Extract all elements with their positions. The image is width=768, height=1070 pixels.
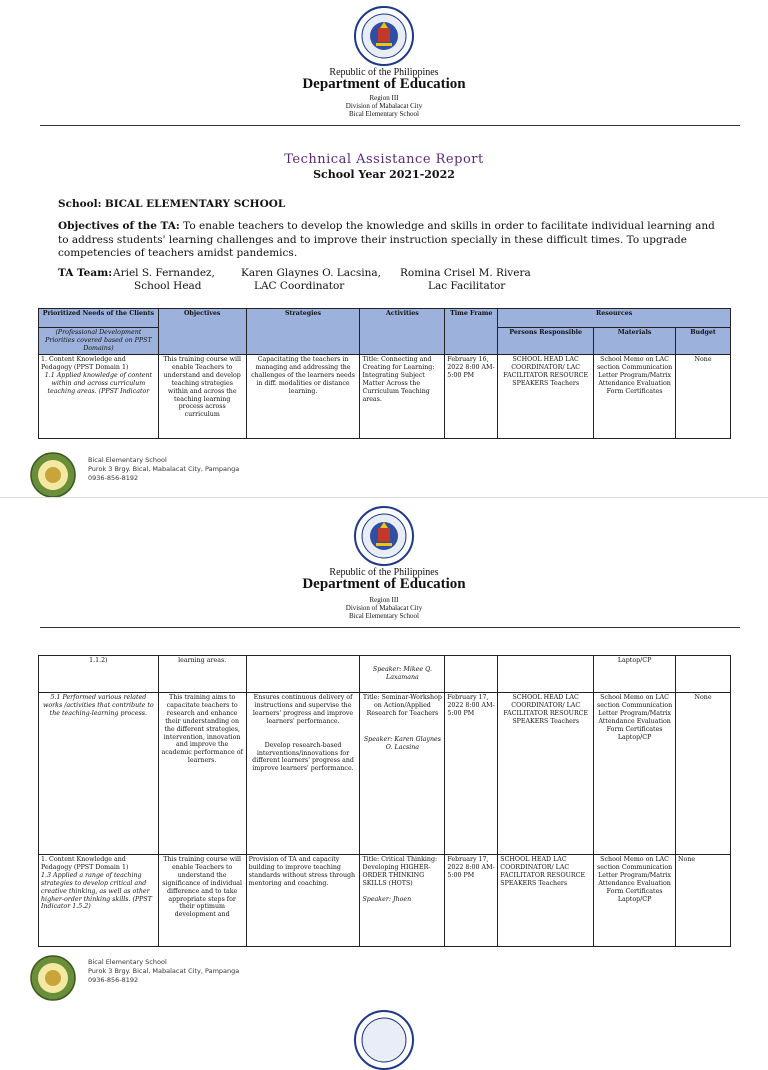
col-activities-header: Activities [360,309,445,355]
division-line: Division of Mabalacat City [345,604,423,612]
objectives-cell: This training course will enable Teachers to understand the significance of individual difference and to take appropriate steps for their optimum development and [158,855,246,947]
budget-cell: None [676,355,731,439]
materials-cell: School Memo on LAC section Communication Letter Program/Matrix Attendance Evaluation Form Certificates Laptop/CP [594,693,676,855]
team-member-role: Lac Facilitator [428,280,506,292]
team-member-role: School Head [134,280,202,292]
header-divider [40,627,740,628]
footer-address: Bical Elementary School Purok 3 Brgy. Bical, Mabalacat City, Pampanga 0936-856-8192 [88,456,240,482]
activities-cell: Speaker: Mikee Q. Laxamana [360,656,445,693]
persons-cell: SCHOOL HEAD LAC COORDINATOR/ LAC FACILITATOR RESOURCE SPEAKERS Teachers [498,855,594,947]
col-persons-header: Persons Responsible [498,328,594,355]
col-strategies-header: Strategies [246,309,360,355]
school-logo-icon [30,452,76,498]
region-line: Region III [369,94,399,102]
budget-cell: None [676,855,731,947]
school-line: Bical Elementary School [349,110,419,118]
col-needs-header: Prioritized Needs of the Clients [39,309,159,328]
activities-cell: Title: Seminar-Workshop on Action/Applied Research for Teachers Speaker: Karen Glaynes O. Lacsina [360,693,445,855]
team-member-name: Ariel S. Fernandez, [113,267,215,279]
activities-cell: Title: Connecting and Creating for Learning: Integrating Subject Matter Across the Curriculum Teaching areas. [360,355,445,439]
footer-address: Bical Elementary School Purok 3 Brgy. Bical, Mabalacat City, Pampanga 0936-856-8192 [88,958,240,984]
col-objectives-header: Objectives [158,309,246,355]
division-line: Division of Mabalacat City [345,102,423,110]
col-budget-header: Budget [676,328,731,355]
activities-cell: Title: Critical Thinking: Developing HIGHER-ORDER THINKING SKILLS (HOTS) Speaker: Jhoen [360,855,445,947]
materials-cell: School Memo on LAC section Communication Letter Program/Matrix Attendance Evaluation Form Certificates [594,355,676,439]
strategies-cell: Ensures continuous delivery of instructions and supervise the learners' progress and improve learners' performance. Develop research-based interventions/innovations for different learners' progress and improve learners' performance. [246,693,360,855]
school-line: Bical Elementary School [349,612,419,620]
ta-table-page2 [38,655,731,947]
col-materials-header: Materials [594,328,676,355]
school-logo-icon [30,955,76,1001]
needs-cell: 1. Content Knowledge and Pedagogy (PPST Domain 1) 1.3 Applied a range of teaching strategies to develop critical and creative thinking, as well as other higher-order thinking skills. (PPST Indicator 1.5.2) [39,855,159,947]
needs-cell: 5.1 Performed various related works /activities that contribute to the teaching-learning process. [39,693,159,855]
time-cell: February 16, 2022 8:00 AM-5:00 PM [445,355,498,439]
materials-cell: Laptop/CP [594,656,676,693]
team-member-role: LAC Coordinator [254,280,345,292]
objectives-cell: This training course will enable Teachers to understand and develop teaching strategies within and across the teaching learning process across curriculum [158,355,246,439]
ta-team-label: TA Team: [58,267,113,279]
time-cell: February 17, 2022 8:00 AM-5:00 PM [445,693,498,855]
department-title: Department of Education [302,76,466,92]
materials-cell: School Memo on LAC section Communication Letter Program/Matrix Attendance Evaluation Form Certificates Laptop/CP [594,855,676,947]
col-resources-header: Resources [498,309,731,328]
team-member-name: Karen Glaynes O. Lacsina, [241,267,381,279]
department-title: Department of Education [302,576,466,592]
region-line: Region III [369,596,399,604]
col-needs-subheader: (Professional Development Priorities covered based on PPST Domains) [39,328,159,355]
report-title: Technical Assistance Report [284,152,484,167]
deped-seal-icon [354,1010,414,1070]
persons-cell: SCHOOL HEAD LAC COORDINATOR/ LAC FACILITATOR RESOURCE SPEAKERS Teachers [498,693,594,855]
team-member-name: Romina Crisel M. Rivera [400,267,531,279]
objectives-cell: learning areas. [158,656,246,693]
needs-cell: 1. Content Knowledge and Pedagogy (PPST Domain 1) 1.1 Applied knowledge of content within and across curriculum teaching areas. (PPST Indicator [39,355,159,439]
header-divider [40,125,740,126]
objectives-block: Objectives of the TA: To enable teachers to develop the knowledge and skills in order to facilitate individual learning and to address students' learning challenges and to improve their instruction specially in these difficult times. To upgrade competencies of teachers amidst pandemics. [58,220,715,259]
table-row [39,656,731,693]
deped-seal-icon [354,6,414,66]
table-row [39,693,731,855]
republic-line: Republic of the Philippines [329,67,439,78]
needs-cell: 1.1.2) [39,656,159,693]
strategies-cell: Capacitating the teachers in managing and addressing the challenges of the learners needs in diff. modalities or distance learning. [246,355,360,439]
objectives-cell: This training aims to capacitate teachers to research and enhance their understanding on the different strategies, intervention, innovation and improve the academic performance of learners. [158,693,246,855]
republic-line: Republic of the Philippines [329,567,439,578]
school-year: School Year 2021-2022 [313,168,455,181]
time-cell: February 17, 2022 8:00 AM-5:00 PM [445,855,498,947]
strategies-cell: Provision of TA and capacity building to improve teaching standards without stress through mentoring and coaching. [246,855,360,947]
col-time-header: Time Frame [445,309,498,355]
school-field: School: BICAL ELEMENTARY SCHOOL [58,198,286,210]
page-break [0,497,768,498]
persons-cell: SCHOOL HEAD LAC COORDINATOR/ LAC FACILITATOR RESOURCE SPEAKERS Teachers [498,355,594,439]
ta-table-page1 [38,308,731,439]
table-row [39,855,731,947]
budget-cell: None [676,693,731,855]
deped-seal-icon [354,506,414,566]
table-row [39,355,731,439]
